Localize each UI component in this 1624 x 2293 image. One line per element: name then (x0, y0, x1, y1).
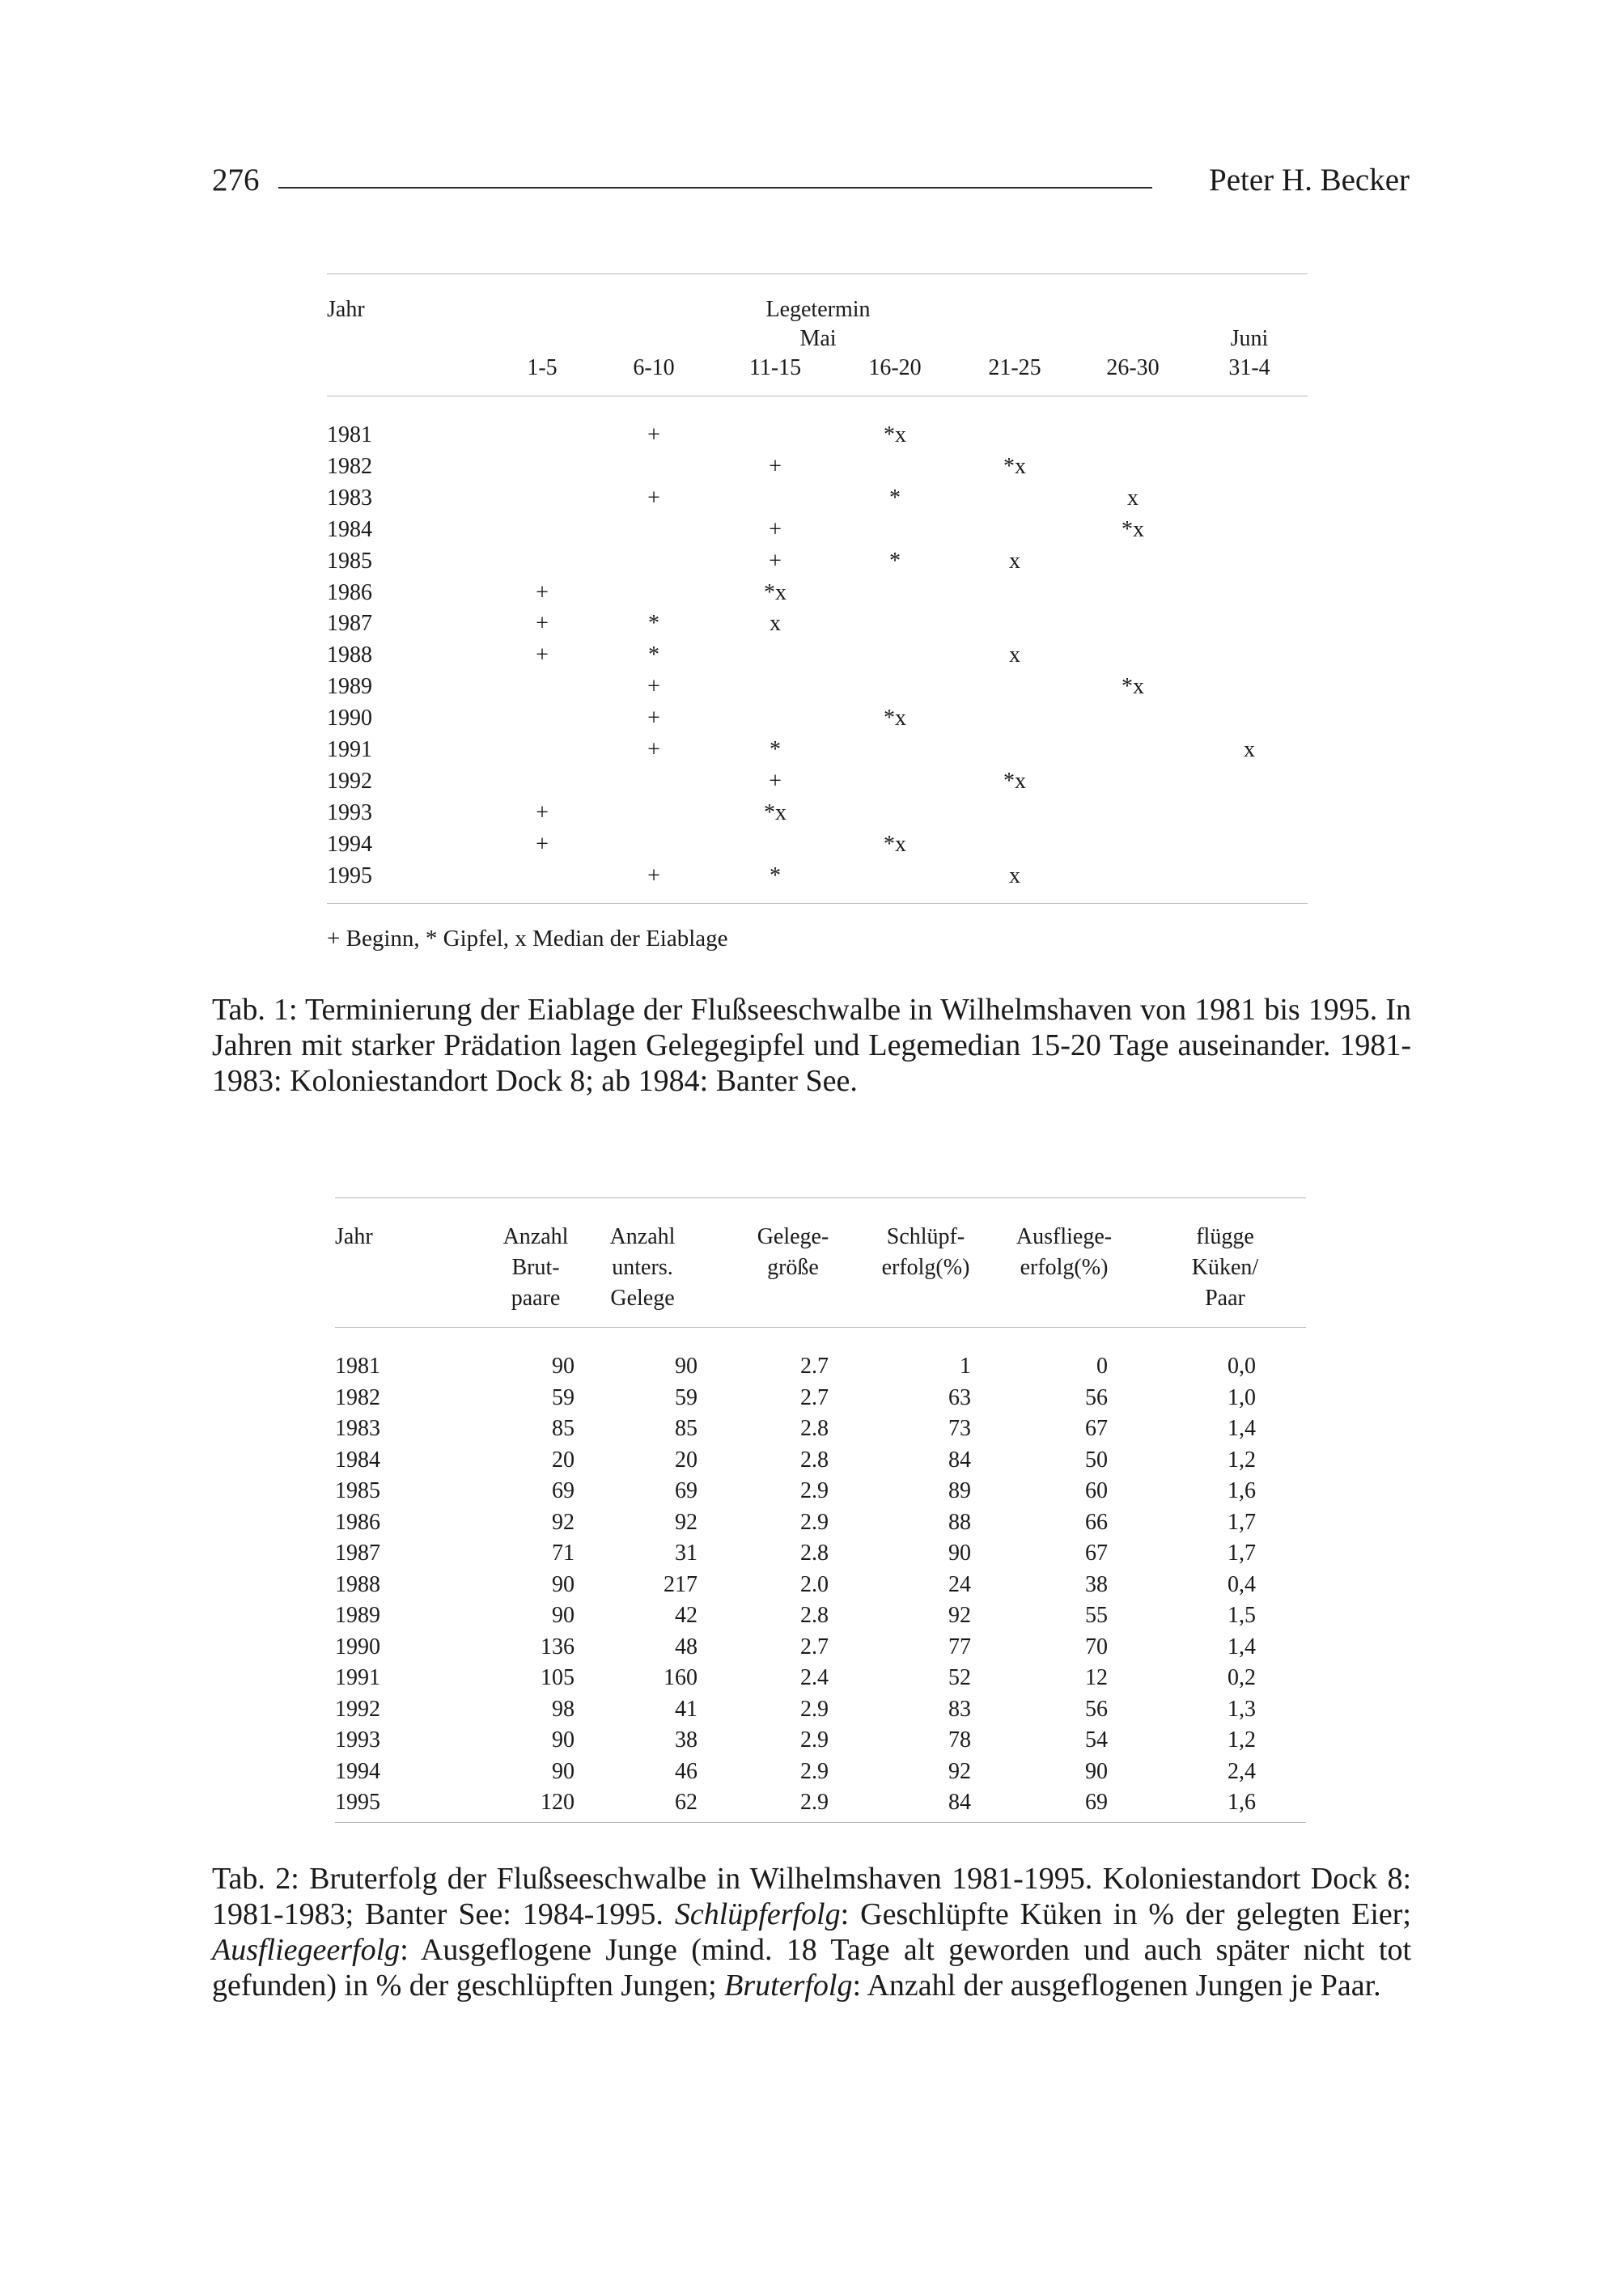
table-2-cell: 0,0 (1228, 1354, 1256, 1379)
table-2-column-header: Anzahl (609, 1224, 676, 1249)
table-2-cell: 2.9 (800, 1790, 829, 1815)
table-1-period-header: 1-5 (527, 355, 558, 380)
table-2-cell: 88 (948, 1510, 971, 1535)
table-1-year: 1982 (327, 454, 372, 479)
table-2-year: 1993 (335, 1727, 380, 1753)
table-2-cell: 90 (675, 1354, 698, 1379)
table-1-mark: *x (764, 580, 787, 605)
table-2-cell: 71 (552, 1541, 575, 1566)
table-2-cell: 38 (675, 1727, 698, 1753)
table-2-cell: 2.8 (800, 1603, 829, 1628)
caption-2-text-3: : Ausgeflogene Junge (mind. 18 Tage alt geworden und auch später nicht tot gefunden) in % der geschlüpften Jungen; (212, 1933, 1411, 2003)
table-1-mark: + (769, 517, 782, 542)
table-1-mark: x (1244, 737, 1255, 762)
table-1-caption: Tab. 1: Terminierung der Eiablage der Flußseeschwalbe in Wilhelmshaven von 1981 bis 1995. In Jahren mit starker Prädation lagen Gelegegipfel und Legemedian 15-20 Tage auseinander. 1981-1983: Koloniestandort Dock 8; ab 1984: Banter See. (212, 993, 1411, 1098)
table-1-mark: *x (1003, 454, 1026, 479)
table-2-year: 1984 (335, 1447, 380, 1473)
table-2-cell: 0 (1096, 1354, 1108, 1379)
table-2-cell: 46 (675, 1759, 698, 1784)
table-2-cell: 2.8 (800, 1416, 829, 1441)
table-1-year: 1984 (327, 517, 372, 542)
running-author: Peter H. Becker (1209, 163, 1410, 197)
table-2-cell: 1,5 (1228, 1603, 1256, 1628)
table-2-cell: 1,6 (1228, 1478, 1256, 1503)
table-2-year: 1983 (335, 1416, 380, 1441)
table-2-cell: 56 (1085, 1385, 1108, 1410)
table-1-year: 1994 (327, 832, 372, 857)
table-1-year: 1990 (327, 706, 372, 731)
table-2-cell: 41 (675, 1697, 698, 1722)
caption-2-text-2: : Geschlüpfte Küken in % der gelegten Eier; (840, 1897, 1411, 1931)
table-2-column-header: Brut- (511, 1255, 560, 1280)
table-2-cell: 12 (1085, 1665, 1108, 1690)
table-2-cell: 136 (541, 1634, 575, 1659)
table-2-cell: 63 (948, 1385, 971, 1410)
table-2-cell: 55 (1085, 1603, 1108, 1628)
table-2-cell: 2.7 (800, 1385, 829, 1410)
table-2-cell: 1,3 (1228, 1697, 1256, 1722)
table-2-cell: 2.9 (800, 1697, 829, 1722)
table-1-mark: *x (764, 800, 787, 825)
table-2-cell: 89 (948, 1478, 971, 1503)
table-2-cell: 92 (948, 1759, 971, 1784)
table-2-cell: 217 (664, 1572, 698, 1597)
table-2-column-header: größe (767, 1255, 819, 1280)
table-2-year: 1982 (335, 1385, 380, 1410)
table-2-cell: 90 (948, 1541, 971, 1566)
table-1-mark: + (647, 737, 660, 762)
table-2-cell: 92 (552, 1510, 575, 1535)
header-rule (278, 187, 1152, 189)
table-2-cell: 69 (552, 1478, 575, 1503)
table-1-mark: + (647, 485, 660, 511)
table-2-column-header: Gelege (610, 1286, 675, 1311)
table-1-mark: *x (1122, 517, 1144, 542)
table-2-cell: 73 (948, 1416, 971, 1441)
table-2-cell: 1 (960, 1354, 971, 1379)
table-2-cell: 60 (1085, 1478, 1108, 1503)
table-2-top-rule (335, 1197, 1306, 1198)
table-1-period-header: 16-20 (868, 355, 922, 380)
table-2-cell: 67 (1085, 1541, 1108, 1566)
table-2-cell: 2.9 (800, 1510, 829, 1535)
table-1-mark: + (647, 706, 660, 731)
table-2-year: 1991 (335, 1665, 380, 1690)
table-2-cell: 1,6 (1228, 1790, 1256, 1815)
table-1-top-rule (327, 273, 1308, 274)
table-1-year: 1993 (327, 800, 372, 825)
table-2-year: 1990 (335, 1634, 380, 1659)
table-1-header-jahr: Jahr (327, 297, 365, 322)
table-2-cell: 1,2 (1228, 1447, 1256, 1473)
table-2-cell: 84 (948, 1790, 971, 1815)
table-1-mark: + (536, 832, 549, 857)
table-2-column-header: Gelege- (757, 1224, 829, 1249)
table-2-column-header: flügge (1196, 1224, 1254, 1249)
table-2-cell: 85 (675, 1416, 698, 1441)
table-1-mark: + (536, 800, 549, 825)
table-2-cell: 98 (552, 1697, 575, 1722)
table-2-year: 1985 (335, 1478, 380, 1503)
table-1-year: 1981 (327, 422, 372, 447)
table-2-cell: 1,7 (1228, 1510, 1256, 1535)
table-2-cell: 69 (1085, 1790, 1108, 1815)
caption-2-text-4: : Anzahl der ausgeflogenen Jungen je Paar. (852, 1969, 1381, 2003)
table-1-year: 1987 (327, 611, 372, 636)
table-1-mark: + (647, 674, 660, 699)
table-2-column-header: erfolg(%) (881, 1255, 970, 1280)
table-1-mark: * (770, 737, 781, 762)
table-1-legend: + Beginn, * Gipfel, x Median der Eiablage (327, 926, 728, 952)
table-2-column-header: Jahr (335, 1224, 373, 1249)
table-2-cell: 2.8 (800, 1447, 829, 1473)
caption-2-term-ausfliegeerfolg: Ausfliegeerfolg (212, 1933, 401, 1967)
table-2-bottom-rule (335, 1822, 1306, 1823)
table-2-cell: 50 (1085, 1447, 1108, 1473)
table-1-period-header: 31-4 (1228, 355, 1270, 380)
table-1-year: 1986 (327, 580, 372, 605)
table-2-cell: 1,7 (1228, 1541, 1256, 1566)
table-1-mark: + (536, 642, 549, 668)
table-1-mark: *x (884, 832, 906, 857)
table-1-mark: x (770, 611, 781, 636)
table-2-year: 1986 (335, 1510, 380, 1535)
table-1-mark: * (648, 611, 659, 636)
table-2-cell: 84 (948, 1447, 971, 1473)
table-2-cell: 0,4 (1228, 1572, 1256, 1597)
table-1-bottom-rule (327, 903, 1308, 904)
table-2-cell: 2.0 (800, 1572, 829, 1597)
table-2-cell: 1,4 (1228, 1416, 1256, 1441)
table-1-period-header: 21-25 (988, 355, 1041, 380)
table-1-mark: x (1127, 485, 1138, 511)
table-2-cell: 59 (552, 1385, 575, 1410)
table-1-mark: x (1009, 863, 1020, 888)
table-2-cell: 56 (1085, 1697, 1108, 1722)
table-2-cell: 120 (541, 1790, 575, 1815)
table-1-year: 1983 (327, 485, 372, 511)
table-1-mark: * (889, 485, 901, 511)
table-2-column-header: erfolg(%) (1020, 1255, 1109, 1280)
table-2-cell: 1,2 (1228, 1727, 1256, 1753)
caption-2-term-schluepferfolg: Schlüpferfolg (674, 1897, 841, 1931)
table-2-cell: 90 (552, 1354, 575, 1379)
table-2-cell: 2.9 (800, 1759, 829, 1784)
table-2-cell: 2.4 (800, 1665, 829, 1690)
table-2-cell: 160 (664, 1665, 698, 1690)
table-1-mark: + (769, 549, 782, 574)
table-1-period-header: 26-30 (1106, 355, 1160, 380)
table-2-cell: 90 (1085, 1759, 1108, 1784)
table-2-column-header: Küken/ (1191, 1255, 1259, 1280)
table-2-cell: 90 (552, 1603, 575, 1628)
table-2-cell: 90 (552, 1727, 575, 1753)
table-1-year: 1989 (327, 674, 372, 699)
caption-2-text-1: Tab. 2: Bruterfolg der Flußseeschwalbe in Wilhelmshaven 1981-1995. Koloniestandort Dock 8: 1981-1983; Banter See: 1984-1995. (212, 1862, 1411, 1931)
table-1-period-header: 11-15 (748, 355, 802, 380)
table-2-cell: 77 (948, 1634, 971, 1659)
table-2-year: 1995 (335, 1790, 380, 1815)
table-1-mark: * (648, 642, 659, 668)
caption-2-term-bruterfolg: Bruterfolg (724, 1969, 853, 2003)
table-1-mark: + (647, 422, 660, 447)
table-1-year: 1992 (327, 769, 372, 794)
table-2-cell: 2,4 (1228, 1759, 1256, 1784)
table-2-cell: 20 (675, 1447, 698, 1473)
running-header (212, 162, 1410, 210)
table-2-cell: 0,2 (1228, 1665, 1256, 1690)
table-2-year: 1994 (335, 1759, 380, 1784)
table-2-cell: 2.9 (800, 1478, 829, 1503)
table-1-header-mai: Mai (799, 326, 837, 351)
table-1-mark: + (536, 580, 549, 605)
table-2-cell: 2.9 (800, 1727, 829, 1753)
table-2-year: 1981 (335, 1354, 380, 1379)
table-1-mark: + (769, 769, 782, 794)
table-2-cell: 20 (552, 1447, 575, 1473)
table-1-mark: * (889, 549, 901, 574)
table-2-column-header: unters. (612, 1255, 673, 1280)
table-2-cell: 31 (675, 1541, 698, 1566)
table-2-column-header: Anzahl (502, 1224, 569, 1249)
table-2-cell: 67 (1085, 1416, 1108, 1441)
table-2-cell: 69 (675, 1478, 698, 1503)
table-1-mark: + (536, 611, 549, 636)
table-2-cell: 2.8 (800, 1541, 829, 1566)
table-2-cell: 105 (541, 1665, 575, 1690)
table-2-cell: 24 (948, 1572, 971, 1597)
table-2-year: 1987 (335, 1541, 380, 1566)
table-2-cell: 90 (552, 1572, 575, 1597)
table-1-mark: x (1009, 642, 1020, 668)
table-2-column-header: Ausfliege- (1016, 1224, 1113, 1249)
table-2-cell: 85 (552, 1416, 575, 1441)
table-1-mark: + (647, 863, 660, 888)
table-2-cell: 2.7 (800, 1354, 829, 1379)
table-1-year: 1995 (327, 863, 372, 888)
table-2-column-header: Schlüpf- (886, 1224, 965, 1249)
table-2-cell: 70 (1085, 1634, 1108, 1659)
table-1-mark: * (770, 863, 781, 888)
table-1-header-juni: Juni (1230, 326, 1269, 351)
table-2-cell: 2.7 (800, 1634, 829, 1659)
table-1-year: 1985 (327, 549, 372, 574)
table-2-cell: 42 (675, 1603, 698, 1628)
table-2-cell: 48 (675, 1634, 698, 1659)
table-2-year: 1992 (335, 1697, 380, 1722)
table-2-cell: 90 (552, 1759, 575, 1784)
table-2-column-header: paare (511, 1286, 561, 1311)
page-number: 276 (212, 163, 260, 197)
table-2-cell: 1,4 (1228, 1634, 1256, 1659)
table-1-mark: *x (884, 706, 906, 731)
table-1-mark: + (769, 454, 782, 479)
table-2-cell: 52 (948, 1665, 971, 1690)
table-1-mark: *x (884, 422, 906, 447)
table-2-year: 1988 (335, 1572, 380, 1597)
table-2-cell: 54 (1085, 1727, 1108, 1753)
table-2-cell: 62 (675, 1790, 698, 1815)
table-2-cell: 59 (675, 1385, 698, 1410)
table-1-mark: *x (1122, 674, 1144, 699)
table-1-mark: x (1009, 549, 1020, 574)
table-1-year: 1988 (327, 642, 372, 668)
table-2-header-rule (335, 1327, 1306, 1328)
table-2-cell: 92 (948, 1603, 971, 1628)
table-2-column-header: Paar (1205, 1286, 1245, 1311)
table-2-cell: 38 (1085, 1572, 1108, 1597)
table-2-cell: 1,0 (1228, 1385, 1256, 1410)
table-1-year: 1991 (327, 737, 372, 762)
table-2-cell: 92 (675, 1510, 698, 1535)
table-2-year: 1989 (335, 1603, 380, 1628)
table-2-caption (212, 1861, 1411, 2003)
table-1-period-header: 6-10 (633, 355, 675, 380)
table-2-cell: 66 (1085, 1510, 1108, 1535)
table-2-cell: 83 (948, 1697, 971, 1722)
table-1-header-legetermin: Legetermin (765, 297, 871, 322)
table-1-mark: *x (1003, 769, 1026, 794)
table-2-cell: 78 (948, 1727, 971, 1753)
